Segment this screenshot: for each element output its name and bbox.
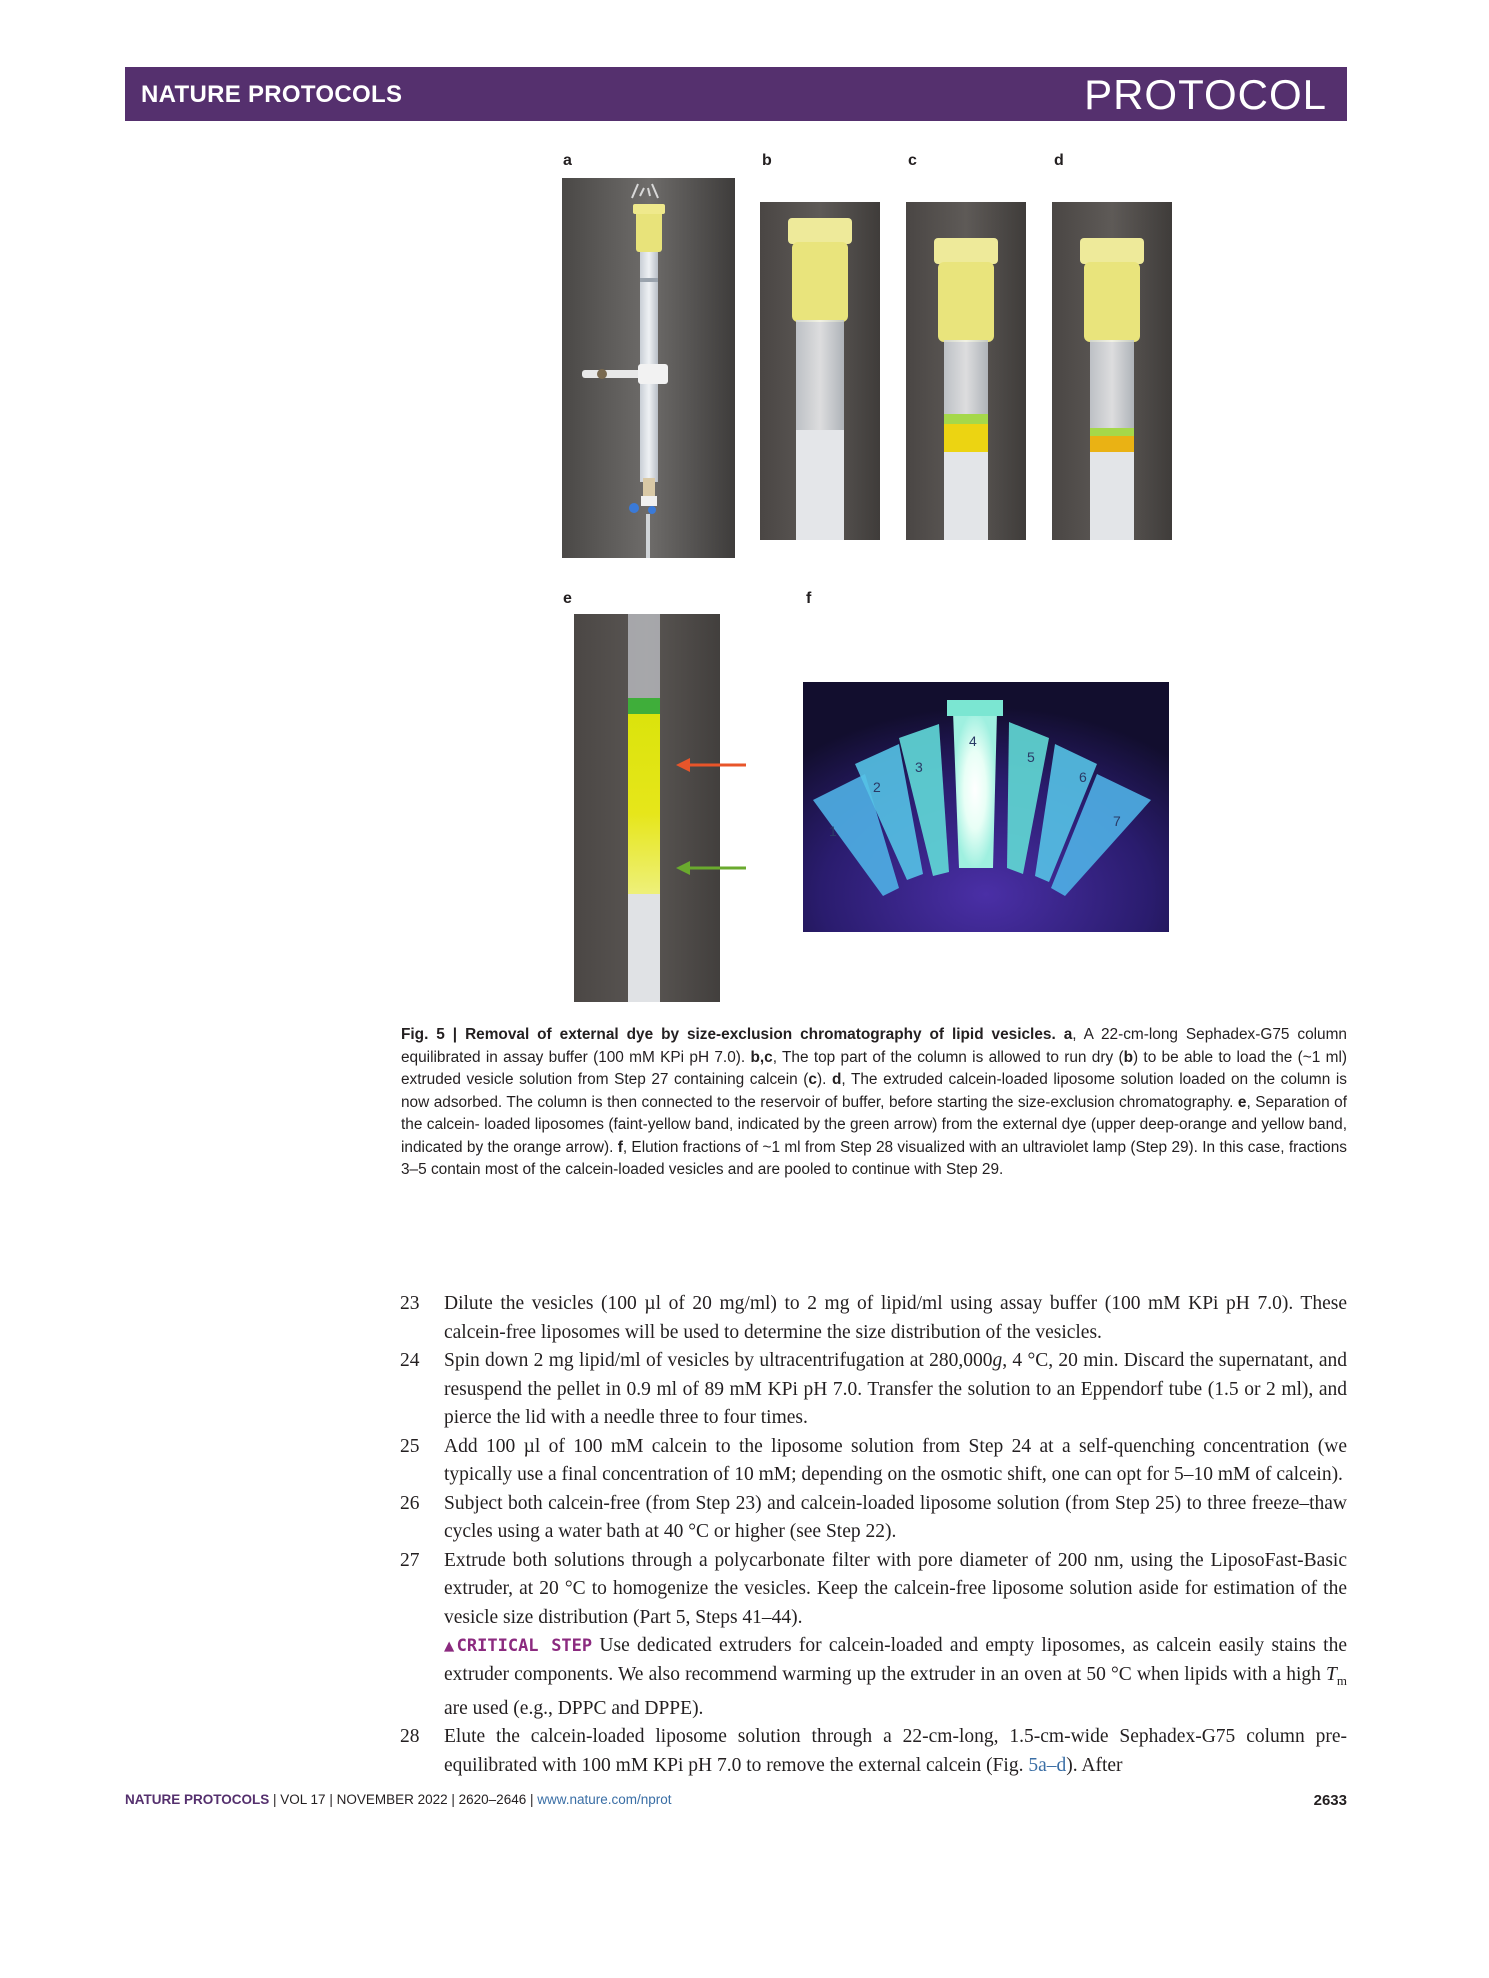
- green-arrow-icon: [676, 858, 748, 878]
- footer-journal: NATURE PROTOCOLS: [125, 1792, 270, 1807]
- photo-panel-a-column: [562, 178, 735, 558]
- step-24: [400, 1347, 1347, 1433]
- caption-label-d: d: [831, 1071, 842, 1088]
- critical-step-note: [400, 1632, 1347, 1723]
- step-28: [400, 1723, 1347, 1780]
- article-type: PROTOCOL: [1084, 71, 1327, 118]
- step-23: [400, 1290, 1347, 1347]
- tube-number-4: 4: [969, 733, 977, 749]
- step-text: Elute the calcein-loaded liposome solution through a 22-cm-long, 1.5-cm-wide Sephadex-G75 column pre-equilibrated with 100 mM KPi pH 7.0 to remove the external calcein (Fig.: [444, 1726, 1347, 1776]
- tube-number-1: 1: [829, 823, 837, 839]
- step-text: Spin down 2 mg lipid/ml of vesicles by ultracentrifugation at 280,000: [444, 1350, 993, 1371]
- step-26: [400, 1490, 1347, 1547]
- tube-number-3: 3: [915, 759, 923, 775]
- step-number: 26: [400, 1492, 420, 1514]
- panel-label-c: c: [908, 152, 917, 169]
- caption-label-f: f: [617, 1138, 623, 1156]
- caption-text-bc3: ).: [816, 1071, 832, 1088]
- step-number: 25: [400, 1435, 420, 1457]
- tube-number-2: 2: [873, 779, 881, 795]
- step-number: 23: [400, 1293, 420, 1314]
- footer-separator: |: [325, 1792, 337, 1807]
- tube-number-6: 6: [1079, 769, 1087, 785]
- caption-label-a: a: [1063, 1026, 1073, 1043]
- page-footer: [125, 1792, 1347, 1807]
- step-text: Dilute the vesicles (100 µl of 20 mg/ml) to 2 mg of lipid/ml using assay buffer (100 mM KPi pH 7.0). These calcein-free liposomes will be used to determine the size distribution of the vesicles.: [444, 1293, 1347, 1343]
- caption-text-a: , A 22-cm-long Sephadex-G75 column equilibrated in assay buffer (100 mM KPi pH 7.0).: [401, 1026, 1347, 1066]
- step-number: 27: [400, 1549, 420, 1571]
- protocol-steps: [400, 1290, 1347, 1780]
- figure-caption: [401, 1024, 1347, 1182]
- footer-separator: |: [526, 1792, 538, 1807]
- caption-text-bc1: , The top part of the column is allowed to run dry (: [772, 1048, 1124, 1066]
- panel-label-f: f: [806, 590, 812, 607]
- photo-panel-d-adsorbed: [1052, 202, 1172, 540]
- figure-link[interactable]: 5a–d: [1028, 1754, 1067, 1776]
- panel-label-a: a: [563, 152, 572, 169]
- page-number: 2633: [1313, 1792, 1347, 1809]
- journal-name: NATURE PROTOCOLS: [141, 81, 403, 108]
- photo-panel-f-uv-fractions: [803, 682, 1169, 932]
- footer-separator: |: [269, 1792, 281, 1807]
- caption-text-f: , Elution fractions of ~1 ml from Step 28 visualized with an ultraviolet lamp (Step 29). In this case, fractions 3–5 contain most of the calcein-loaded vesicles and are pooled to continue with Step 29.: [401, 1138, 1347, 1178]
- orange-arrow-icon: [676, 755, 748, 775]
- step-25: [400, 1433, 1347, 1490]
- tube-number-7: 7: [1113, 813, 1121, 829]
- footer-date: NOVEMBER 2022: [336, 1792, 448, 1807]
- critical-step-label: ▲CRITICAL STEP: [444, 1636, 593, 1656]
- step-text-g: g: [992, 1350, 1003, 1371]
- panel-label-b: b: [762, 152, 772, 169]
- caption-text-d: , The extruded calcein-loaded liposome solution loaded on the column is now adsorbed. The column is then connected to the reservoir of buffer, before starting the size-exclusion chromatography.: [401, 1071, 1347, 1111]
- caption-text-e: , Separation of the calcein- loaded liposomes (faint-yellow band, indicated by the green arrow) from the external dye (upper deep-orange and yellow band, indicated by the orange arrow).: [401, 1093, 1348, 1156]
- critical-step-text-end: are used (e.g., DPPC and DPPE).: [444, 1697, 704, 1719]
- photo-panel-c-loaded-calcein: [906, 202, 1026, 540]
- tm-subscript: m: [1336, 1672, 1347, 1688]
- step-text: Add 100 µl of 100 mM calcein to the liposome solution from Step 24 at a self-quenching concentration (we typically use a final concentration of 10 mM; depending on the osmotic shift, one can opt for 5–10 mM of calcein).: [444, 1435, 1347, 1485]
- photo-panel-b-dry-top: [760, 202, 880, 540]
- caption-fig-title: Removal of external dye by size-exclusion chromatography of lipid vesicles.: [465, 1026, 1056, 1043]
- caption-label-c: c: [808, 1071, 817, 1088]
- panel-label-d: d: [1054, 152, 1064, 169]
- footer-url-link[interactable]: www.nature.com/nprot: [537, 1792, 672, 1807]
- caption-label-bc: b,c: [750, 1048, 773, 1066]
- critical-step-text: Use dedicated extruders for calcein-loaded and empty liposomes, as calcein easily stains the extruder components. We also recommend warming up the extruder in an oven at 50 °C when lipids with a high: [444, 1635, 1348, 1685]
- panel-label-e: e: [563, 590, 572, 607]
- step-text-end: ). After: [1066, 1754, 1123, 1776]
- caption-label-b: b: [1123, 1048, 1133, 1066]
- tm-symbol: T: [1326, 1663, 1337, 1685]
- tube-number-5: 5: [1027, 749, 1035, 765]
- footer-volume: VOL 17: [280, 1792, 326, 1807]
- step-text: , 4 °C, 20 min. Discard the supernatant, and resuspend the pellet in 0.9 ml of 89 mM KPi pH 7.0. Transfer the solution to an Eppendorf tube (1.5 or 2 ml), and pierce the lid with a needle three to four times.: [444, 1350, 1347, 1428]
- photo-panel-e-separation: [574, 614, 720, 1002]
- step-text: Extrude both solutions through a polycarbonate filter with pore diameter of 200 nm, using the LiposoFast-Basic extruder, at 20 °C to homogenize the vesicles. Keep the calcein-free liposome solution aside for estimation of the vesicle size distribution (Part 5, Steps 41–44).: [444, 1549, 1347, 1628]
- footer-separator: |: [447, 1792, 459, 1807]
- step-number: 24: [400, 1350, 420, 1371]
- footer-pages: 2620–2646: [458, 1792, 527, 1807]
- step-27: [400, 1547, 1347, 1633]
- journal-header: [125, 67, 1347, 121]
- step-text: Subject both calcein-free (from Step 23) and calcein-loaded liposome solution (from Step 25) to three freeze–thaw cycles using a water bath at 40 °C or higher (see Step 22).: [444, 1492, 1347, 1542]
- caption-fig-label: Fig. 5 |: [401, 1026, 466, 1043]
- caption-label-e: e: [1237, 1093, 1247, 1111]
- step-number: 28: [400, 1726, 420, 1748]
- caption-text-bc2: ) to be able to load the (~1 ml) extruded vesicle solution from Step 27 containing calcein (: [401, 1048, 1347, 1088]
